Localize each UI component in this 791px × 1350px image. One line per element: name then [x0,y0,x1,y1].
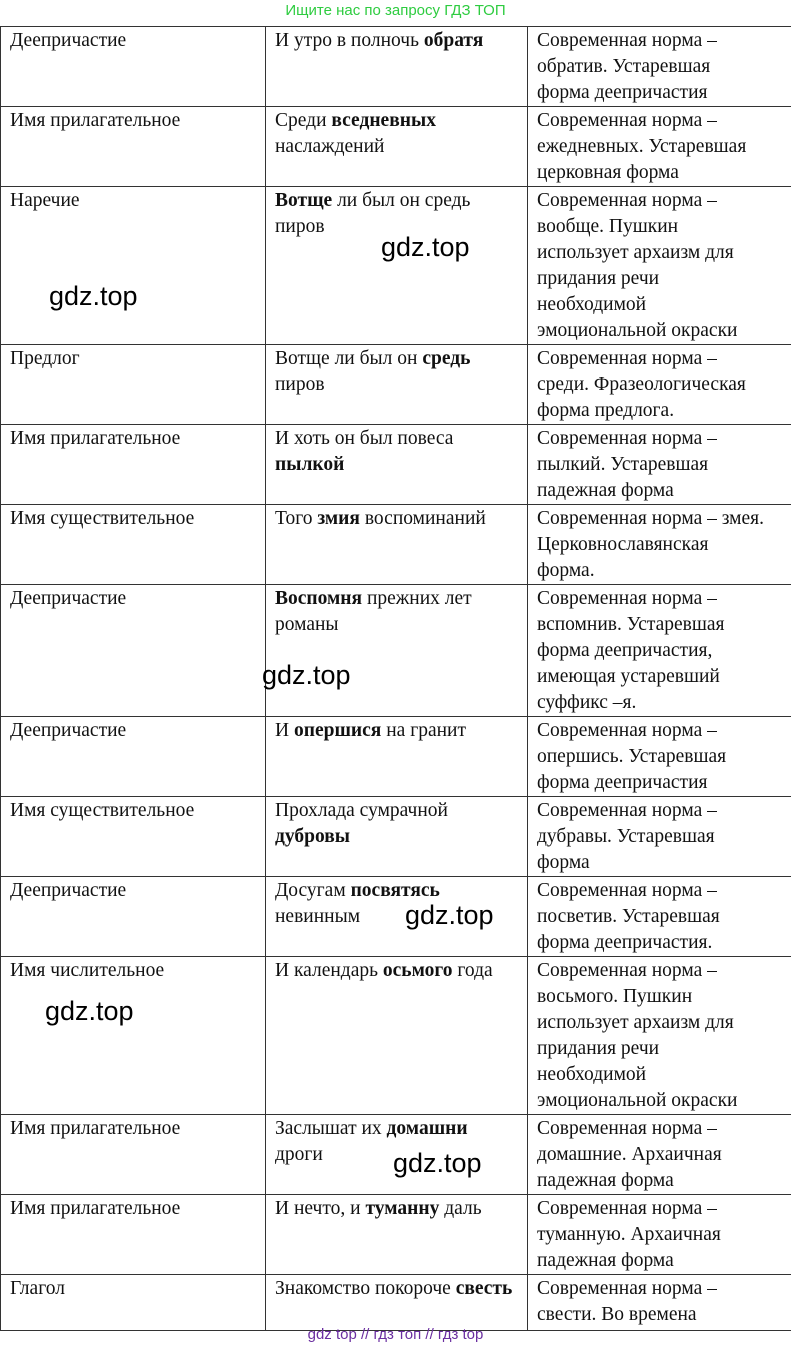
example-text: воспоминаний [359,508,486,529]
comment-cell [528,505,791,585]
part-of-speech-cell: Наречие [1,187,266,345]
example-cell [266,797,528,877]
table-row [1,585,791,717]
comment-line: форма деепричастия [537,772,708,793]
archaism-word: осьмого [382,960,453,981]
comment-line: вообще. Пушкин [537,216,679,237]
part-of-speech-cell: Имя прилагательное [1,1115,266,1195]
comment-line: придания речи [537,1038,660,1059]
part-of-speech-cell: Предлог [1,345,266,425]
part-of-speech-cell: Имя существительное [1,797,266,877]
comment-cell [528,425,791,505]
example-text: Среди [275,110,332,131]
part-of-speech-cell: Деепричастие [1,585,266,717]
example-cell [266,957,528,1115]
watermark: gdz.top [381,232,470,262]
example-text: ли был он средь пиров [275,190,471,237]
comment-line: падежная форма [537,480,674,501]
comment-line: Современная норма – [537,720,717,741]
comment-line: Современная норма – змея. [537,508,765,529]
comment-line: форма [537,852,590,873]
comment-line: домашние. Архаичная [537,1144,722,1165]
watermark: gdz.top [393,1148,482,1178]
part-of-speech-cell: Деепричастие [1,717,266,797]
comment-line: Современная норма – [537,1198,717,1219]
comment-cell [528,107,791,187]
part-of-speech-cell: Имя прилагательное [1,425,266,505]
table-row [1,797,791,877]
archaism-word: посвятясь [350,880,440,901]
comment-line: пылкий. Устаревшая [537,454,709,475]
comment-line: падежная форма [537,1170,674,1191]
archaism-word: змия [317,508,360,529]
table-row [1,425,791,505]
example-cell [266,585,528,717]
example-text: Досугам [275,880,351,901]
watermark: gdz.top [262,660,351,690]
comment-cell [528,717,791,797]
table-row [1,717,791,797]
comment-line: Современная норма – [537,110,717,131]
comment-line: Современная норма – [537,30,717,51]
comment-line: Современная норма – [537,588,717,609]
comment-line: дубравы. Устаревшая [537,826,715,847]
example-text: И [275,720,294,741]
comment-line: имеющая устаревший [537,666,720,687]
example-text: Заслышат их [275,1118,387,1139]
example-text: пиров [275,374,325,395]
example-text: И календарь [275,960,383,981]
example-text: Прохлада сумрачной [275,800,448,821]
comment-cell [528,797,791,877]
table-row [1,345,791,425]
archaism-word: вседневных [331,110,436,131]
footer-banner: gdz top // гдз топ // гдз top [307,1326,484,1343]
comment-line: форма предлога. [537,400,675,421]
archaism-word: свесть [455,1278,513,1299]
example-text: Того [275,508,318,529]
comment-line: Современная норма – [537,190,717,211]
comment-line: использует архаизм для [537,242,734,263]
comment-line: свести. Во времена [537,1304,697,1325]
table-row [1,505,791,585]
table-row [1,27,791,107]
example-cell [266,107,528,187]
archaisms-table-wrap [0,26,791,1331]
archaism-word: средь [422,348,471,369]
table-row [1,107,791,187]
comment-cell [528,345,791,425]
archaism-word: опершися [293,720,382,741]
comment-cell [528,585,791,717]
comment-cell [528,187,791,345]
part-of-speech-cell: Имя прилагательное [1,107,266,187]
example-text: И нечто, и [275,1198,366,1219]
archaism-word: туманну [365,1198,440,1219]
comment-line: форма. [537,560,595,581]
comment-line: обратив. Устаревшая [537,56,711,77]
archaism-word: домашни [386,1118,468,1139]
table-row [1,877,791,957]
archaism-word: дубровы [275,826,350,847]
archaism-word: пылкой [275,454,345,475]
comment-line: использует архаизм для [537,1012,734,1033]
table-row [1,957,791,1115]
comment-cell [528,1115,791,1195]
example-text: Вотще ли был он [275,348,423,369]
comment-line: Современная норма – [537,348,717,369]
comment-line: ежедневных. Устаревшая [537,136,747,157]
comment-line: падежная форма [537,1250,674,1271]
example-text: наслаждений [275,136,385,157]
comment-line: туманную. Архаичная [537,1224,721,1245]
example-text: года [452,960,493,981]
archaism-word: обратя [423,30,484,51]
comment-line: придания речи [537,268,660,289]
comment-cell [528,877,791,957]
comment-line: Современная норма – [537,800,717,821]
part-of-speech-cell: Имя числительное [1,957,266,1115]
part-of-speech-cell: Деепричастие [1,877,266,957]
comment-line: Современная норма – [537,1118,717,1139]
example-text: дроги [275,1144,323,1165]
table-body [1,27,791,1331]
part-of-speech-cell: Имя прилагательное [1,1195,266,1275]
part-of-speech-cell: Глагол [1,1275,266,1331]
comment-line: форма деепричастия, [537,640,713,661]
comment-line: суффикс –я. [537,692,637,713]
comment-line: эмоциональной окраски [537,320,738,341]
example-text: невинным [275,906,361,927]
comment-line: опершись. Устаревшая [537,746,727,767]
header-banner: Ищите нас по запросу ГДЗ ТОП [285,2,506,19]
comment-line: форма деепричастия [537,82,708,103]
comment-cell [528,957,791,1115]
example-cell [266,345,528,425]
comment-line: Современная норма – [537,960,717,981]
example-text: И хоть он был повеса [275,428,454,449]
comment-line: церковная форма [537,162,679,183]
watermark: gdz.top [49,281,138,311]
comment-line: Церковнославянская [537,534,709,555]
example-text: Знакомство покороче [275,1278,456,1299]
archaism-word: Вотще [275,190,333,211]
comment-line: среди. Фразеологическая [537,374,746,395]
example-text: И утро в полночь [275,30,424,51]
comment-line: необходимой [537,294,647,315]
example-cell [266,1195,528,1275]
example-text: прежних лет романы [275,588,472,635]
part-of-speech-cell: Имя существительное [1,505,266,585]
table-row [1,187,791,345]
archaisms-table [0,26,791,1331]
comment-line: Современная норма – [537,1278,717,1299]
comment-line: эмоциональной окраски [537,1090,738,1111]
example-cell [266,505,528,585]
example-cell [266,187,528,345]
part-of-speech-cell: Деепричастие [1,27,266,107]
comment-line: вспомнив. Устаревшая [537,614,725,635]
watermark: gdz.top [405,900,494,930]
comment-line: Современная норма – [537,880,717,901]
comment-line: форма деепричастия. [537,932,713,953]
comment-cell [528,27,791,107]
comment-line: необходимой [537,1064,647,1085]
example-cell [266,425,528,505]
comment-line: Современная норма – [537,428,717,449]
example-cell [266,27,528,107]
comment-cell [528,1195,791,1275]
example-text: на гранит [381,720,466,741]
watermark: gdz.top [45,996,134,1026]
comment-line: восьмого. Пушкин [537,986,693,1007]
example-text: даль [439,1198,482,1219]
example-cell [266,717,528,797]
archaism-word: Воспомня [275,588,363,609]
comment-line: посветив. Устаревшая [537,906,720,927]
table-row [1,1195,791,1275]
